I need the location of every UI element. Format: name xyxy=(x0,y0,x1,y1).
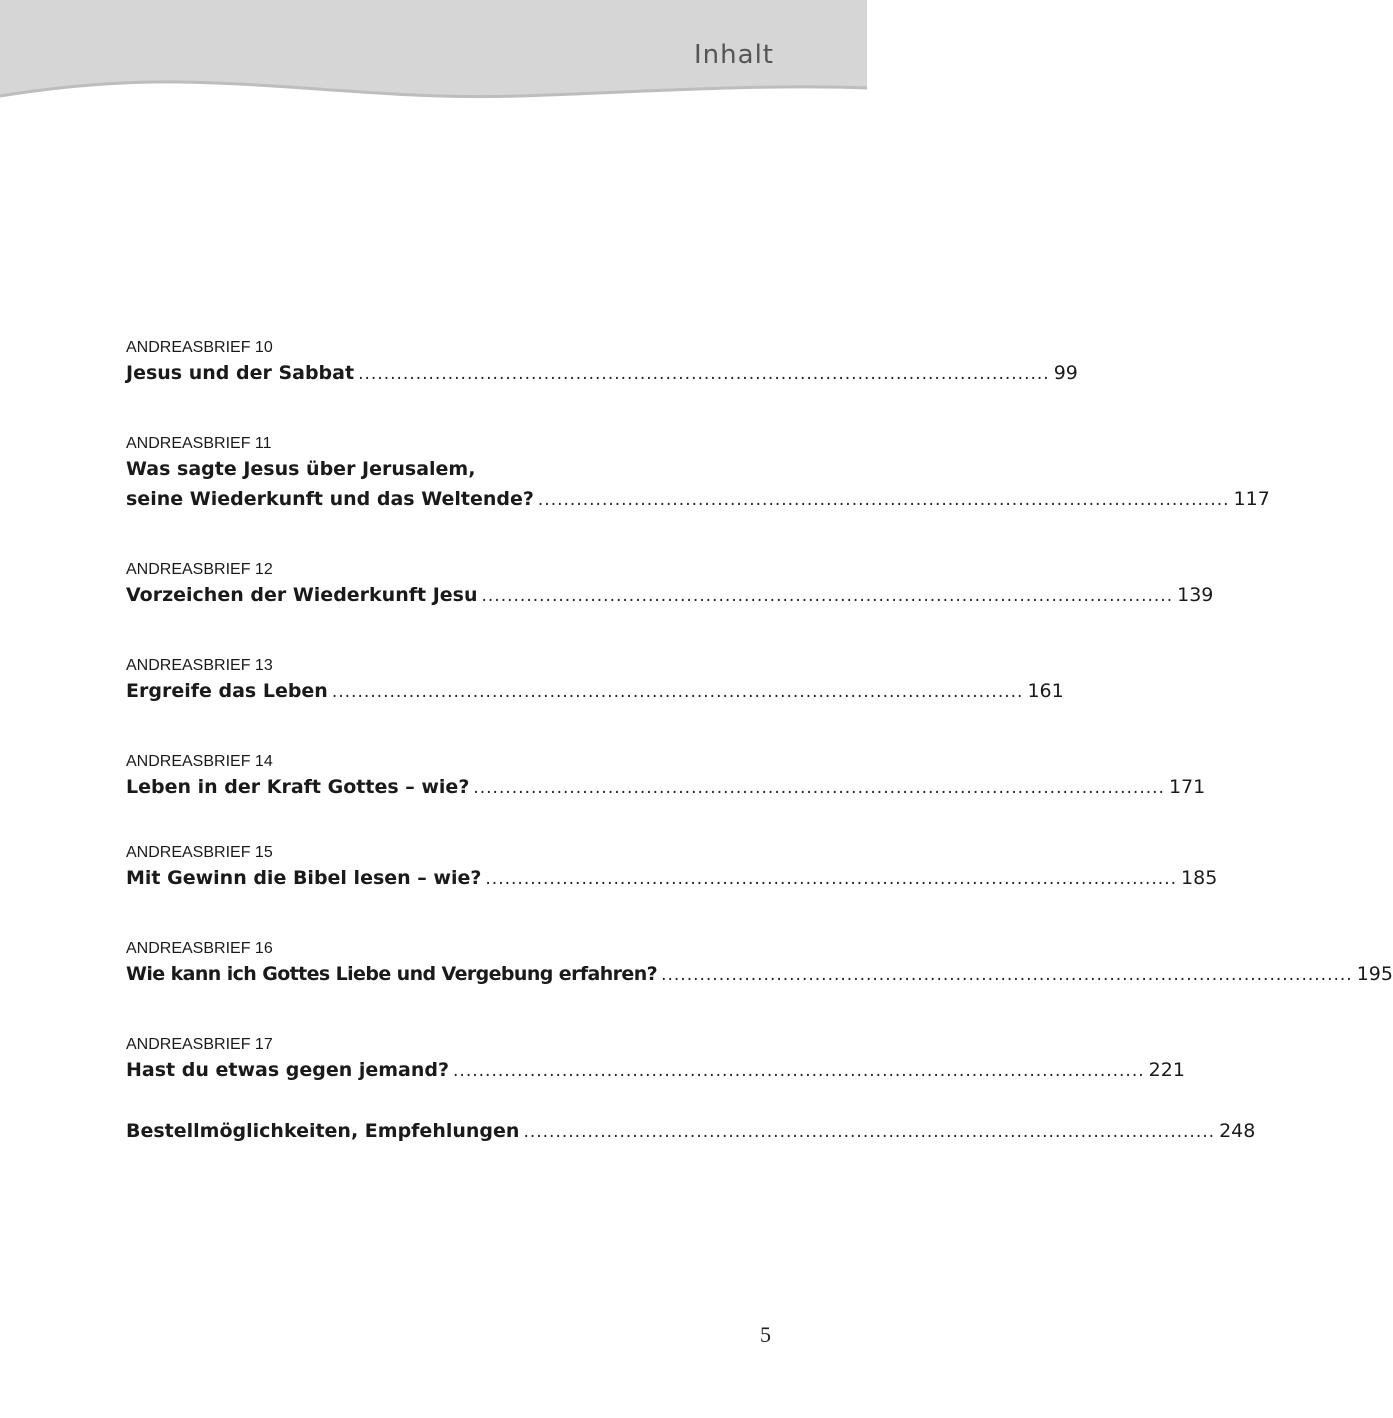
toc-entry-title: Mit Gewinn die Bibel lesen – wie? xyxy=(126,867,482,889)
toc-entry-line xyxy=(126,1116,1256,1147)
page-number: 5 xyxy=(760,1322,771,1347)
toc-entry-line xyxy=(126,580,1214,611)
toc-entry-title: Hast du etwas gegen jemand? xyxy=(126,1059,450,1081)
toc-entry[interactable] xyxy=(126,752,1206,803)
leader-dots: ............................................................................................................ xyxy=(485,869,1178,889)
toc-entry-line xyxy=(126,863,1218,894)
toc-entry-page: 185 xyxy=(1181,867,1218,889)
toc-entry-label: ANDREASBRIEF 14 xyxy=(126,753,273,770)
toc-entry-page: 161 xyxy=(1027,680,1064,702)
header-band xyxy=(0,0,867,110)
toc-entry[interactable] xyxy=(126,560,1214,611)
toc-entry-page: 99 xyxy=(1053,362,1078,384)
toc-entry-title: Vorzeichen der Wiederkunft Jesu xyxy=(126,584,478,606)
toc-entry-page: 221 xyxy=(1148,1059,1185,1081)
toc-entry-title: seine Wiederkunft und das Weltende? xyxy=(126,488,534,510)
toc-entry-title: Bestellmöglichkeiten, Empfehlungen xyxy=(126,1120,520,1142)
toc-entry-line xyxy=(126,484,1270,515)
toc-entry-title: Jesus und der Sabbat xyxy=(126,362,355,384)
toc-entry-title-line: Was sagte Jesus über Jerusalem, xyxy=(126,458,476,480)
toc-entry-label: ANDREASBRIEF 15 xyxy=(126,844,273,861)
toc-entry-label: ANDREASBRIEF 13 xyxy=(126,657,273,674)
toc-entry[interactable] xyxy=(126,434,1270,515)
leader-dots: ............................................................................................................ xyxy=(523,1122,1216,1142)
leader-dots: ............................................................................................................ xyxy=(473,778,1165,798)
toc-entry-title: Ergreife das Leben xyxy=(126,680,328,702)
leader-dots: ............................................................................................................ xyxy=(481,586,1174,606)
leader-dots: ............................................................................................................ xyxy=(331,682,1024,702)
toc-entry-label: ANDREASBRIEF 10 xyxy=(126,339,273,356)
leader-dots: ............................................................................................................ xyxy=(661,965,1353,985)
toc-entry[interactable] xyxy=(126,1035,1185,1086)
toc-entry-page: 171 xyxy=(1168,776,1206,798)
toc-entry-page: 195 xyxy=(1356,963,1393,985)
toc-entry-label: ANDREASBRIEF 12 xyxy=(126,561,273,578)
toc-entry-label: ANDREASBRIEF 17 xyxy=(126,1036,273,1053)
toc-entry-line xyxy=(126,772,1206,803)
leader-dots: ............................................................................................................ xyxy=(358,364,1050,384)
toc-entry[interactable] xyxy=(126,1116,1256,1147)
toc-entry-page: 248 xyxy=(1219,1120,1256,1142)
toc-entry-title: Wie kann ich Gottes Liebe und Vergebung erfahren? xyxy=(126,963,658,985)
toc-entry[interactable] xyxy=(126,338,1078,389)
toc-entry-label: ANDREASBRIEF 11 xyxy=(126,435,272,452)
toc-entry-line xyxy=(126,959,1393,990)
toc-entry[interactable] xyxy=(126,843,1218,894)
toc-entry-title: Leben in der Kraft Gottes – wie? xyxy=(126,776,470,798)
section-title: Inhalt xyxy=(694,40,774,70)
toc-entry[interactable] xyxy=(126,656,1064,707)
toc-entry-label: ANDREASBRIEF 16 xyxy=(126,940,273,957)
leader-dots: ............................................................................................................ xyxy=(453,1061,1145,1081)
toc-entry-line xyxy=(126,1055,1185,1086)
toc-entry-line xyxy=(126,358,1078,389)
toc-entry-page: 117 xyxy=(1233,488,1270,510)
toc-entry[interactable] xyxy=(126,939,1393,990)
leader-dots: ............................................................................................................ xyxy=(537,490,1230,510)
toc-entry-line xyxy=(126,676,1064,707)
toc-entry-page: 139 xyxy=(1177,584,1214,606)
